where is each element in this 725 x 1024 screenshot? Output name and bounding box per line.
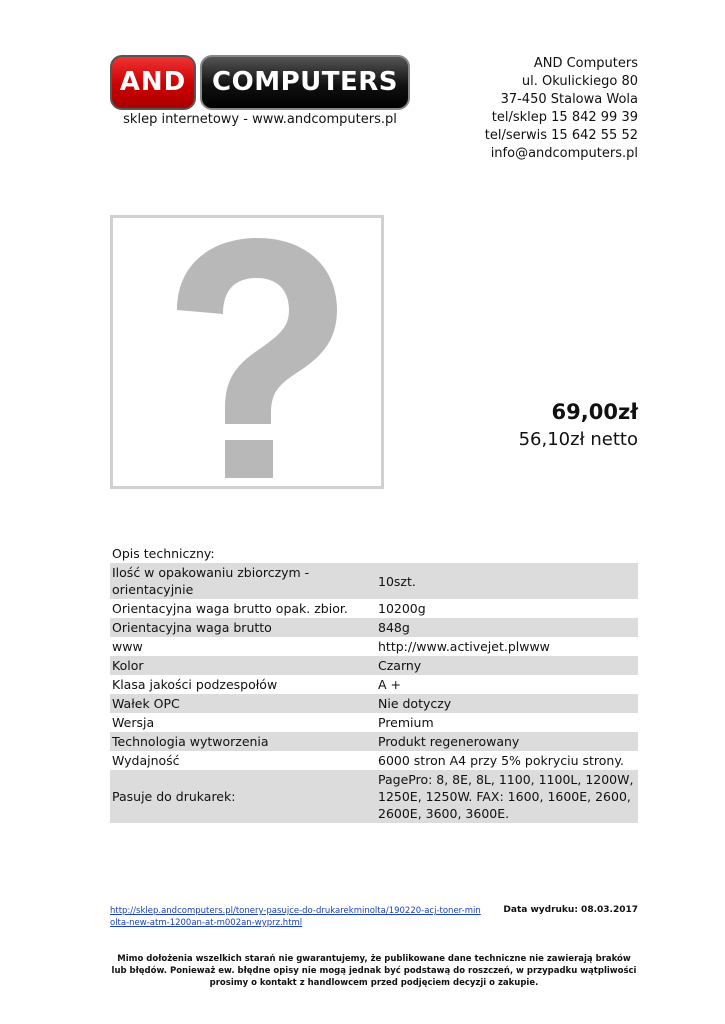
company-city: 37-450 Stalowa Wola: [500, 92, 638, 107]
spec-value: 10szt.: [376, 563, 638, 599]
spec-row: [110, 563, 638, 599]
spec-key: Wersja: [112, 715, 155, 730]
spec-value: PagePro: 8, 8E, 8L, 1100, 1100L, 1200W, 1250E, 1250W. FAX: 1600, 1600E, 2600, 2600E, 3600, 3600E.: [376, 770, 638, 823]
spec-value: Nie dotyczy: [376, 694, 638, 713]
spec-value: 10200g: [378, 601, 426, 616]
company-tel-service: tel/serwis 15 642 55 52: [484, 128, 638, 143]
spec-row: [110, 618, 638, 637]
spec-key: Klasa jakości podzespołów: [112, 677, 278, 692]
product-photo-placeholder: [110, 215, 384, 489]
spec-row: [110, 770, 638, 823]
spec-row: [110, 599, 638, 618]
spec-row: [110, 751, 638, 770]
spec-row: [110, 675, 638, 694]
spec-value: http://www.activejet.plwww: [378, 639, 550, 654]
company-contact: [485, 55, 638, 163]
question-mark-placeholder-icon: [113, 218, 381, 486]
company-street: ul. Okulickiego 80: [521, 74, 638, 89]
spec-row: [110, 713, 638, 732]
spec-row: [110, 694, 638, 713]
spec-key: www: [112, 639, 143, 654]
price-gross: 69,00zł: [551, 400, 638, 424]
store-logo: [110, 55, 410, 110]
spec-table: [110, 543, 638, 823]
spec-key: Technologia wytworzenia: [110, 732, 376, 751]
spec-value: A +: [378, 677, 401, 692]
disclaimer-text: Mimo dołożenia wszelkich starań nie gwarantujemy, że publikowane dane techniczne nie zawierają braków lub błędów. Ponieważ ew. błędne opisy nie mogą jednak być podstawą do roszczeń, w przypadku wątpliwości prosimy o kontakt z handlowcem przed podjęciem decyzji o zakupie.: [111, 954, 637, 988]
price-net: 56,10zł netto: [518, 429, 638, 450]
spec-title: Opis techniczny:: [112, 546, 215, 561]
spec-key: Wałek OPC: [110, 694, 376, 713]
spec-key: Ilość w opakowaniu zbiorczym - orientacyjnie: [110, 563, 376, 599]
logo-and-block: AND: [110, 55, 196, 110]
spec-title-row: [110, 543, 638, 563]
spec-row: [110, 637, 638, 656]
company-tel-shop: tel/sklep 15 842 99 39: [491, 110, 638, 125]
spec-row: [110, 656, 638, 675]
spec-key: Orientacyjna waga brutto opak. zbior.: [112, 601, 348, 616]
spec-value: 848g: [376, 618, 638, 637]
spec-key: Orientacyjna waga brutto: [110, 618, 376, 637]
spec-key: Kolor: [110, 656, 376, 675]
spec-value: Czarny: [376, 656, 638, 675]
question-mark-shape: [177, 238, 337, 424]
print-date: Data wydruku: 08.03.2017: [503, 905, 638, 915]
company-email: info@andcomputers.pl: [490, 146, 638, 161]
question-mark-dot: [225, 440, 273, 478]
spec-value: Produkt regenerowany: [376, 732, 638, 751]
spec-row: [110, 732, 638, 751]
product-url-link[interactable]: http://sklep.andcomputers.pl/tonery-pasujce-do-drukarekminolta/190220-acj-toner-minolta-new-atm-1200an-at-m002an-wyprz.html: [110, 906, 481, 928]
spec-value: Premium: [378, 715, 434, 730]
spec-key: Pasuje do drukarek:: [110, 770, 376, 823]
store-tagline: sklep internetowy - www.andcomputers.pl: [123, 112, 397, 127]
spec-key: Wydajność: [112, 753, 180, 768]
spec-value: 6000 stron A4 przy 5% pokryciu strony.: [378, 753, 624, 768]
company-name: AND Computers: [533, 56, 638, 71]
logo-computers-block: COMPUTERS: [200, 55, 410, 110]
